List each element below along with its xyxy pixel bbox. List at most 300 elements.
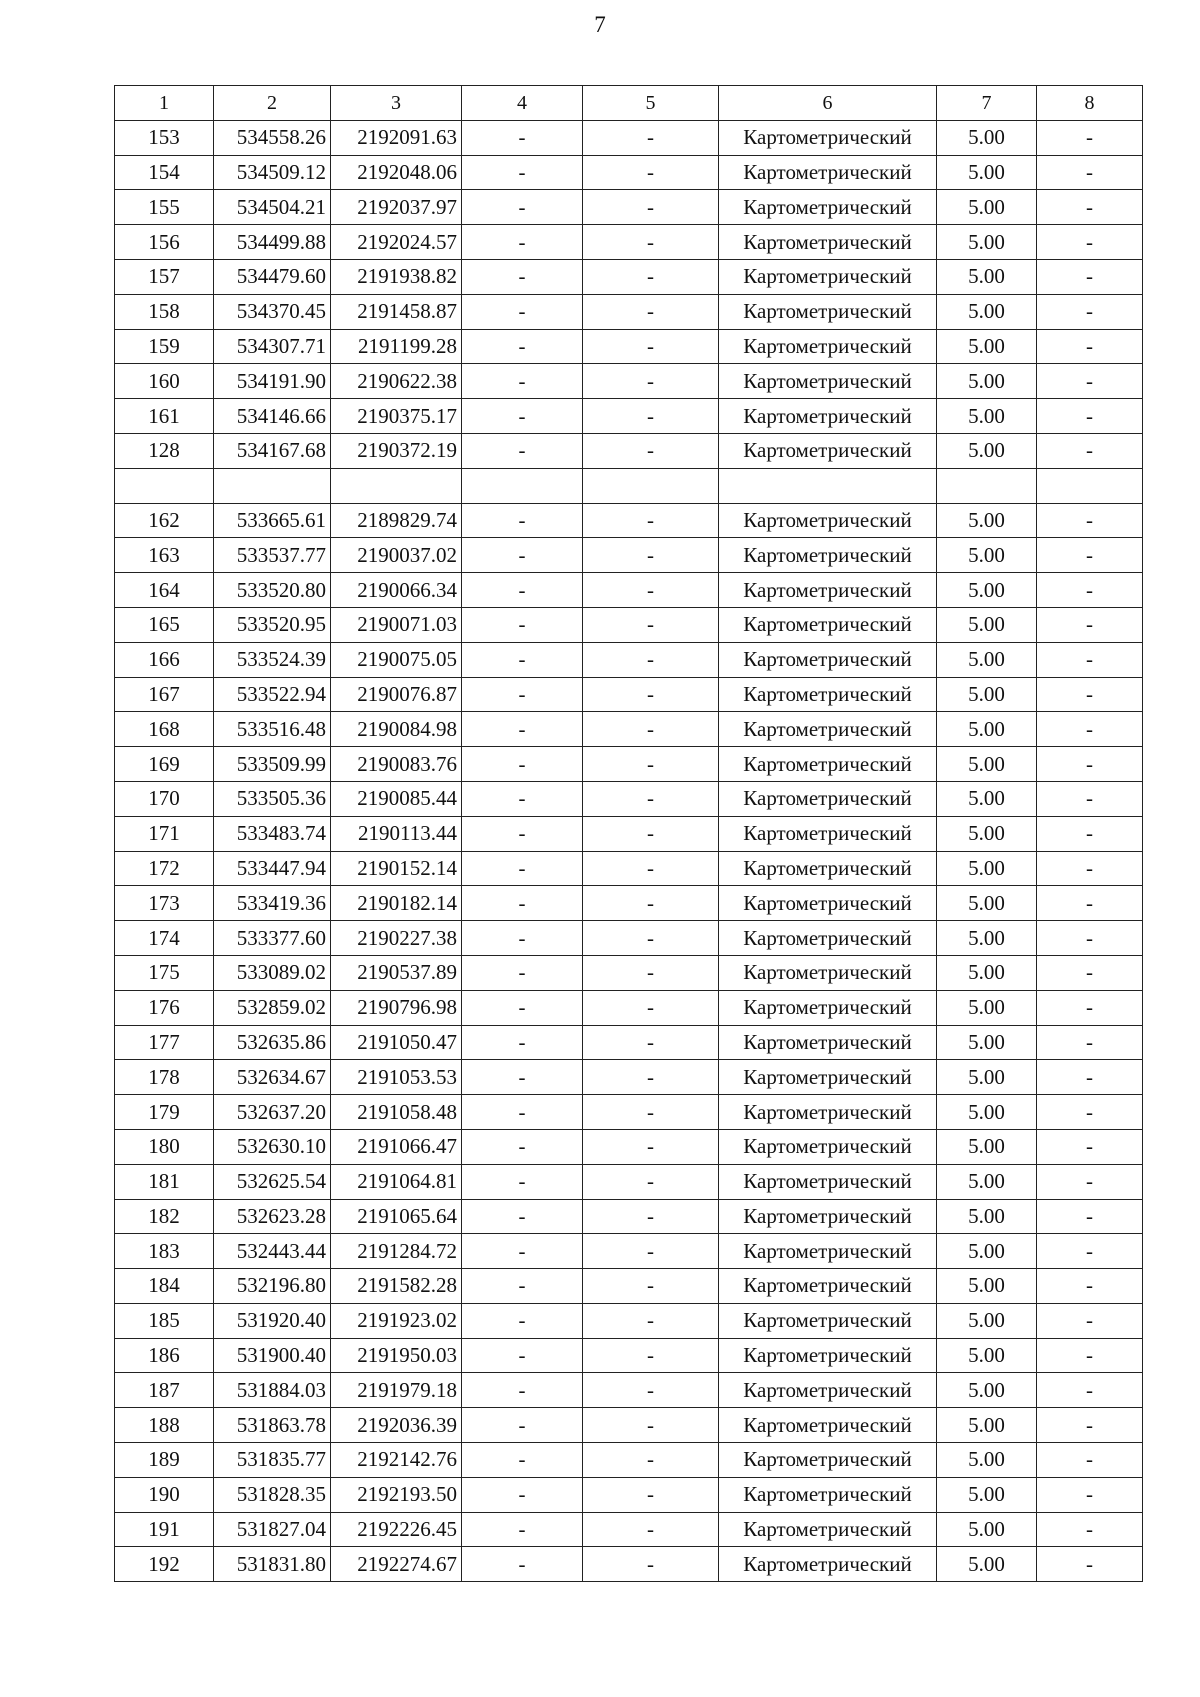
column-4-cell: - xyxy=(462,1025,583,1060)
column-8-cell: - xyxy=(1037,607,1143,642)
y-coordinate-cell: 2192142.76 xyxy=(331,1443,462,1478)
column-8-cell: - xyxy=(1037,1512,1143,1547)
column-4-cell: - xyxy=(462,155,583,190)
point-number-cell: 181 xyxy=(115,1164,214,1199)
x-coordinate-cell: 534558.26 xyxy=(214,120,331,155)
accuracy-cell: 5.00 xyxy=(937,1025,1037,1060)
method-cell: Картометрический xyxy=(719,1443,937,1478)
x-coordinate-cell: 531900.40 xyxy=(214,1338,331,1373)
column-5-cell: - xyxy=(583,399,719,434)
method-cell: Картометрический xyxy=(719,190,937,225)
column-5-cell: - xyxy=(583,851,719,886)
method-cell: Картометрический xyxy=(719,294,937,329)
method-cell: Картометрический xyxy=(719,503,937,538)
accuracy-cell: 5.00 xyxy=(937,1129,1037,1164)
point-number-cell: 186 xyxy=(115,1338,214,1373)
table-row xyxy=(115,851,1143,886)
x-coordinate-cell: 534370.45 xyxy=(214,294,331,329)
column-4-cell: - xyxy=(462,955,583,990)
column-4-cell: - xyxy=(462,1269,583,1304)
y-coordinate-cell: 2190075.05 xyxy=(331,642,462,677)
column-8-cell: - xyxy=(1037,364,1143,399)
accuracy-cell: 5.00 xyxy=(937,225,1037,260)
y-coordinate-cell: 2192037.97 xyxy=(331,190,462,225)
column-5-cell: - xyxy=(583,259,719,294)
column-5-cell: - xyxy=(583,1095,719,1130)
y-coordinate-cell: 2190071.03 xyxy=(331,607,462,642)
column-5-cell: - xyxy=(583,1512,719,1547)
table-row xyxy=(115,364,1143,399)
table-row xyxy=(115,1443,1143,1478)
column-header: 4 xyxy=(462,86,583,121)
table-header-row xyxy=(115,86,1143,121)
column-4-cell: - xyxy=(462,1303,583,1338)
x-coordinate-cell: 531827.04 xyxy=(214,1512,331,1547)
point-number-cell: 156 xyxy=(115,225,214,260)
accuracy-cell: 5.00 xyxy=(937,573,1037,608)
y-coordinate-cell: 2191050.47 xyxy=(331,1025,462,1060)
point-number-cell: 155 xyxy=(115,190,214,225)
column-4-cell: - xyxy=(462,120,583,155)
column-4-cell: - xyxy=(462,1338,583,1373)
column-4-cell: - xyxy=(462,329,583,364)
column-header: 8 xyxy=(1037,86,1143,121)
column-8-cell: - xyxy=(1037,1547,1143,1582)
point-number-cell: 161 xyxy=(115,399,214,434)
column-4-cell: - xyxy=(462,573,583,608)
table-row xyxy=(115,1269,1143,1304)
point-number-cell xyxy=(115,468,214,503)
point-number-cell: 172 xyxy=(115,851,214,886)
x-coordinate-cell: 533509.99 xyxy=(214,747,331,782)
method-cell: Картометрический xyxy=(719,851,937,886)
column-8-cell: - xyxy=(1037,921,1143,956)
y-coordinate-cell: 2190375.17 xyxy=(331,399,462,434)
column-4-cell: - xyxy=(462,921,583,956)
column-4-cell: - xyxy=(462,1477,583,1512)
point-number-cell: 160 xyxy=(115,364,214,399)
column-5-cell: - xyxy=(583,503,719,538)
method-cell xyxy=(719,468,937,503)
column-4-cell: - xyxy=(462,399,583,434)
table-row xyxy=(115,433,1143,468)
column-4-cell: - xyxy=(462,747,583,782)
y-coordinate-cell: 2192226.45 xyxy=(331,1512,462,1547)
column-5-cell: - xyxy=(583,1269,719,1304)
y-coordinate-cell: 2191053.53 xyxy=(331,1060,462,1095)
point-number-cell: 173 xyxy=(115,886,214,921)
x-coordinate-cell: 533537.77 xyxy=(214,538,331,573)
method-cell: Картометрический xyxy=(719,399,937,434)
accuracy-cell: 5.00 xyxy=(937,1060,1037,1095)
method-cell: Картометрический xyxy=(719,1477,937,1512)
accuracy-cell: 5.00 xyxy=(937,1547,1037,1582)
method-cell: Картометрический xyxy=(719,1164,937,1199)
column-5-cell: - xyxy=(583,1025,719,1060)
point-number-cell: 180 xyxy=(115,1129,214,1164)
y-coordinate-cell xyxy=(331,468,462,503)
method-cell: Картометрический xyxy=(719,1547,937,1582)
y-coordinate-cell: 2190037.02 xyxy=(331,538,462,573)
table-row xyxy=(115,1338,1143,1373)
method-cell: Картометрический xyxy=(719,329,937,364)
x-coordinate-cell: 534499.88 xyxy=(214,225,331,260)
y-coordinate-cell: 2192274.67 xyxy=(331,1547,462,1582)
x-coordinate-cell: 534167.68 xyxy=(214,433,331,468)
accuracy-cell: 5.00 xyxy=(937,1477,1037,1512)
column-8-cell: - xyxy=(1037,1199,1143,1234)
column-8-cell: - xyxy=(1037,816,1143,851)
table-row xyxy=(115,781,1143,816)
method-cell: Картометрический xyxy=(719,1025,937,1060)
method-cell: Картометрический xyxy=(719,990,937,1025)
x-coordinate-cell: 533516.48 xyxy=(214,712,331,747)
point-number-cell: 167 xyxy=(115,677,214,712)
point-number-cell: 188 xyxy=(115,1408,214,1443)
y-coordinate-cell: 2190083.76 xyxy=(331,747,462,782)
column-4-cell xyxy=(462,468,583,503)
table-row xyxy=(115,1129,1143,1164)
x-coordinate-cell: 533520.95 xyxy=(214,607,331,642)
column-5-cell: - xyxy=(583,816,719,851)
column-8-cell: - xyxy=(1037,955,1143,990)
table-row xyxy=(115,816,1143,851)
x-coordinate-cell: 534191.90 xyxy=(214,364,331,399)
column-5-cell: - xyxy=(583,1303,719,1338)
point-number-cell: 166 xyxy=(115,642,214,677)
column-5-cell: - xyxy=(583,538,719,573)
accuracy-cell: 5.00 xyxy=(937,1199,1037,1234)
column-8-cell: - xyxy=(1037,1373,1143,1408)
x-coordinate-cell: 532859.02 xyxy=(214,990,331,1025)
column-4-cell: - xyxy=(462,781,583,816)
column-8-cell: - xyxy=(1037,225,1143,260)
table-row xyxy=(115,642,1143,677)
x-coordinate-cell: 533447.94 xyxy=(214,851,331,886)
accuracy-cell: 5.00 xyxy=(937,781,1037,816)
y-coordinate-cell: 2192024.57 xyxy=(331,225,462,260)
method-cell: Картометрический xyxy=(719,955,937,990)
y-coordinate-cell: 2191058.48 xyxy=(331,1095,462,1130)
point-number-cell: 183 xyxy=(115,1234,214,1269)
column-5-cell: - xyxy=(583,225,719,260)
point-number-cell: 178 xyxy=(115,1060,214,1095)
method-cell: Картометрический xyxy=(719,433,937,468)
method-cell: Картометрический xyxy=(719,747,937,782)
x-coordinate-cell: 531828.35 xyxy=(214,1477,331,1512)
y-coordinate-cell: 2191284.72 xyxy=(331,1234,462,1269)
y-coordinate-cell: 2190372.19 xyxy=(331,433,462,468)
accuracy-cell: 5.00 xyxy=(937,155,1037,190)
y-coordinate-cell: 2190622.38 xyxy=(331,364,462,399)
method-cell: Картометрический xyxy=(719,573,937,608)
y-coordinate-cell: 2191923.02 xyxy=(331,1303,462,1338)
method-cell: Картометрический xyxy=(719,1129,937,1164)
column-8-cell: - xyxy=(1037,1408,1143,1443)
column-5-cell: - xyxy=(583,642,719,677)
accuracy-cell: 5.00 xyxy=(937,259,1037,294)
column-8-cell: - xyxy=(1037,886,1143,921)
table-row xyxy=(115,1373,1143,1408)
x-coordinate-cell: 533522.94 xyxy=(214,677,331,712)
accuracy-cell: 5.00 xyxy=(937,364,1037,399)
point-number-cell: 128 xyxy=(115,433,214,468)
y-coordinate-cell: 2190066.34 xyxy=(331,573,462,608)
column-5-cell: - xyxy=(583,1373,719,1408)
accuracy-cell: 5.00 xyxy=(937,503,1037,538)
x-coordinate-cell: 533089.02 xyxy=(214,955,331,990)
column-8-cell: - xyxy=(1037,433,1143,468)
table-row xyxy=(115,190,1143,225)
y-coordinate-cell: 2190084.98 xyxy=(331,712,462,747)
y-coordinate-cell: 2191979.18 xyxy=(331,1373,462,1408)
column-8-cell: - xyxy=(1037,538,1143,573)
column-8-cell: - xyxy=(1037,329,1143,364)
x-coordinate-cell: 531863.78 xyxy=(214,1408,331,1443)
x-coordinate-cell: 534509.12 xyxy=(214,155,331,190)
column-5-cell: - xyxy=(583,677,719,712)
accuracy-cell: 5.00 xyxy=(937,886,1037,921)
table-row xyxy=(115,120,1143,155)
table-row xyxy=(115,1477,1143,1512)
point-number-cell: 158 xyxy=(115,294,214,329)
point-number-cell: 162 xyxy=(115,503,214,538)
y-coordinate-cell: 2191458.87 xyxy=(331,294,462,329)
table-row xyxy=(115,1164,1143,1199)
point-number-cell: 164 xyxy=(115,573,214,608)
column-5-cell: - xyxy=(583,607,719,642)
table-row xyxy=(115,329,1143,364)
column-5-cell: - xyxy=(583,155,719,190)
table-body xyxy=(115,120,1143,1581)
accuracy-cell: 5.00 xyxy=(937,1373,1037,1408)
method-cell: Картометрический xyxy=(719,1234,937,1269)
y-coordinate-cell: 2191938.82 xyxy=(331,259,462,294)
x-coordinate-cell: 532443.44 xyxy=(214,1234,331,1269)
table-row xyxy=(115,294,1143,329)
table-row xyxy=(115,1512,1143,1547)
x-coordinate-cell: 533665.61 xyxy=(214,503,331,538)
x-coordinate-cell: 533520.80 xyxy=(214,573,331,608)
method-cell: Картометрический xyxy=(719,1269,937,1304)
y-coordinate-cell: 2190227.38 xyxy=(331,921,462,956)
table-row xyxy=(115,747,1143,782)
x-coordinate-cell: 531831.80 xyxy=(214,1547,331,1582)
x-coordinate-cell: 532625.54 xyxy=(214,1164,331,1199)
column-4-cell: - xyxy=(462,712,583,747)
method-cell: Картометрический xyxy=(719,712,937,747)
point-number-cell: 185 xyxy=(115,1303,214,1338)
column-5-cell: - xyxy=(583,364,719,399)
column-header: 3 xyxy=(331,86,462,121)
method-cell: Картометрический xyxy=(719,1060,937,1095)
accuracy-cell: 5.00 xyxy=(937,921,1037,956)
column-8-cell: - xyxy=(1037,990,1143,1025)
column-header: 6 xyxy=(719,86,937,121)
point-number-cell: 175 xyxy=(115,955,214,990)
accuracy-cell: 5.00 xyxy=(937,399,1037,434)
x-coordinate-cell: 533524.39 xyxy=(214,642,331,677)
y-coordinate-cell: 2191064.81 xyxy=(331,1164,462,1199)
y-coordinate-cell: 2190113.44 xyxy=(331,816,462,851)
accuracy-cell: 5.00 xyxy=(937,190,1037,225)
column-5-cell: - xyxy=(583,329,719,364)
column-4-cell: - xyxy=(462,1164,583,1199)
accuracy-cell: 5.00 xyxy=(937,538,1037,573)
accuracy-cell: 5.00 xyxy=(937,1512,1037,1547)
accuracy-cell: 5.00 xyxy=(937,1234,1037,1269)
column-4-cell: - xyxy=(462,642,583,677)
method-cell: Картометрический xyxy=(719,642,937,677)
column-8-cell: - xyxy=(1037,1477,1143,1512)
column-8-cell: - xyxy=(1037,1234,1143,1269)
method-cell: Картометрический xyxy=(719,259,937,294)
point-number-cell: 157 xyxy=(115,259,214,294)
point-number-cell: 182 xyxy=(115,1199,214,1234)
column-8-cell: - xyxy=(1037,747,1143,782)
column-5-cell: - xyxy=(583,573,719,608)
y-coordinate-cell: 2190076.87 xyxy=(331,677,462,712)
x-coordinate-cell: 534146.66 xyxy=(214,399,331,434)
table-row xyxy=(115,921,1143,956)
y-coordinate-cell: 2191582.28 xyxy=(331,1269,462,1304)
y-coordinate-cell: 2190796.98 xyxy=(331,990,462,1025)
column-8-cell: - xyxy=(1037,1443,1143,1478)
y-coordinate-cell: 2190537.89 xyxy=(331,955,462,990)
y-coordinate-cell: 2190182.14 xyxy=(331,886,462,921)
method-cell: Картометрический xyxy=(719,816,937,851)
column-4-cell: - xyxy=(462,1512,583,1547)
accuracy-cell xyxy=(937,468,1037,503)
method-cell: Картометрический xyxy=(719,538,937,573)
x-coordinate-cell: 532637.20 xyxy=(214,1095,331,1130)
x-coordinate-cell: 533483.74 xyxy=(214,816,331,851)
point-number-cell: 179 xyxy=(115,1095,214,1130)
accuracy-cell: 5.00 xyxy=(937,990,1037,1025)
method-cell: Картометрический xyxy=(719,155,937,190)
column-4-cell: - xyxy=(462,1095,583,1130)
y-coordinate-cell: 2192036.39 xyxy=(331,1408,462,1443)
column-5-cell: - xyxy=(583,120,719,155)
column-5-cell: - xyxy=(583,886,719,921)
point-number-cell: 192 xyxy=(115,1547,214,1582)
table-row xyxy=(115,538,1143,573)
table-row xyxy=(115,712,1143,747)
column-8-cell: - xyxy=(1037,1303,1143,1338)
x-coordinate-cell: 531884.03 xyxy=(214,1373,331,1408)
column-5-cell: - xyxy=(583,1408,719,1443)
table-row xyxy=(115,1199,1143,1234)
point-number-cell: 159 xyxy=(115,329,214,364)
column-8-cell: - xyxy=(1037,1025,1143,1060)
table-row xyxy=(115,1060,1143,1095)
column-4-cell: - xyxy=(462,1443,583,1478)
table-row xyxy=(115,468,1143,503)
method-cell: Картометрический xyxy=(719,1303,937,1338)
column-5-cell: - xyxy=(583,781,719,816)
column-header: 5 xyxy=(583,86,719,121)
column-5-cell: - xyxy=(583,955,719,990)
column-4-cell: - xyxy=(462,990,583,1025)
x-coordinate-cell: 533419.36 xyxy=(214,886,331,921)
column-8-cell: - xyxy=(1037,120,1143,155)
column-4-cell: - xyxy=(462,225,583,260)
y-coordinate-cell: 2190152.14 xyxy=(331,851,462,886)
accuracy-cell: 5.00 xyxy=(937,1303,1037,1338)
column-5-cell: - xyxy=(583,1129,719,1164)
column-4-cell: - xyxy=(462,538,583,573)
column-header: 1 xyxy=(115,86,214,121)
accuracy-cell: 5.00 xyxy=(937,1443,1037,1478)
accuracy-cell: 5.00 xyxy=(937,1164,1037,1199)
column-5-cell: - xyxy=(583,1234,719,1269)
table-row xyxy=(115,990,1143,1025)
column-5-cell: - xyxy=(583,1164,719,1199)
accuracy-cell: 5.00 xyxy=(937,120,1037,155)
point-number-cell: 184 xyxy=(115,1269,214,1304)
point-number-cell: 189 xyxy=(115,1443,214,1478)
y-coordinate-cell: 2191950.03 xyxy=(331,1338,462,1373)
table-row xyxy=(115,607,1143,642)
point-number-cell: 153 xyxy=(115,120,214,155)
method-cell: Картометрический xyxy=(719,1373,937,1408)
table-row xyxy=(115,1303,1143,1338)
method-cell: Картометрический xyxy=(719,1512,937,1547)
column-4-cell: - xyxy=(462,886,583,921)
accuracy-cell: 5.00 xyxy=(937,294,1037,329)
point-number-cell: 170 xyxy=(115,781,214,816)
method-cell: Картометрический xyxy=(719,781,937,816)
column-8-cell: - xyxy=(1037,155,1143,190)
accuracy-cell: 5.00 xyxy=(937,816,1037,851)
column-4-cell: - xyxy=(462,607,583,642)
x-coordinate-cell xyxy=(214,468,331,503)
point-number-cell: 171 xyxy=(115,816,214,851)
column-4-cell: - xyxy=(462,851,583,886)
table-row xyxy=(115,1095,1143,1130)
column-5-cell: - xyxy=(583,1060,719,1095)
table-row xyxy=(115,1408,1143,1443)
column-5-cell: - xyxy=(583,1443,719,1478)
accuracy-cell: 5.00 xyxy=(937,329,1037,364)
column-8-cell: - xyxy=(1037,1269,1143,1304)
accuracy-cell: 5.00 xyxy=(937,642,1037,677)
column-5-cell: - xyxy=(583,1338,719,1373)
column-8-cell: - xyxy=(1037,1129,1143,1164)
x-coordinate-cell: 531920.40 xyxy=(214,1303,331,1338)
column-5-cell: - xyxy=(583,712,719,747)
column-8-cell: - xyxy=(1037,642,1143,677)
method-cell: Картометрический xyxy=(719,607,937,642)
column-4-cell: - xyxy=(462,816,583,851)
method-cell: Картометрический xyxy=(719,364,937,399)
point-number-cell: 177 xyxy=(115,1025,214,1060)
column-5-cell: - xyxy=(583,747,719,782)
accuracy-cell: 5.00 xyxy=(937,747,1037,782)
table-row xyxy=(115,155,1143,190)
accuracy-cell: 5.00 xyxy=(937,955,1037,990)
column-4-cell: - xyxy=(462,1373,583,1408)
column-4-cell: - xyxy=(462,1129,583,1164)
y-coordinate-cell: 2191199.28 xyxy=(331,329,462,364)
x-coordinate-cell: 534479.60 xyxy=(214,259,331,294)
table-row xyxy=(115,677,1143,712)
column-8-cell: - xyxy=(1037,1338,1143,1373)
column-8-cell: - xyxy=(1037,1164,1143,1199)
table-row xyxy=(115,955,1143,990)
coordinates-table xyxy=(114,85,1143,1582)
point-number-cell: 165 xyxy=(115,607,214,642)
